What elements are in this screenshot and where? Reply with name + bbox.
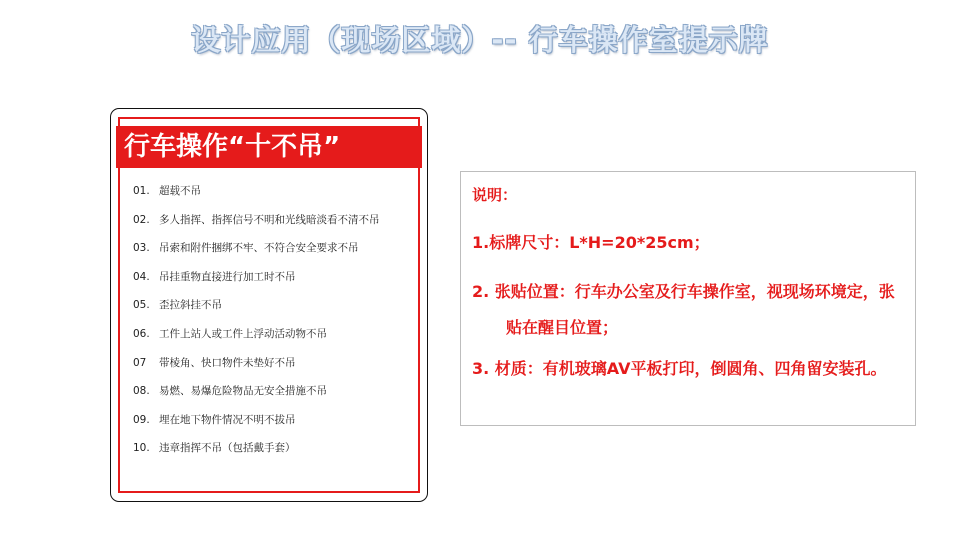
rule-item (133, 299, 380, 311)
rule-text: 埋在地下物件情况不明不拔吊 (159, 413, 296, 426)
rule-number: 08. (133, 385, 150, 398)
rule-number: 01. (133, 185, 150, 197)
rule-text: 吊索和附件捆绑不牢、不符合安全要求不吊 (159, 242, 359, 255)
rule-text: 超载不吊 (159, 185, 201, 197)
description-heading: 说明： (472, 186, 518, 204)
rule-number: 07 (133, 356, 147, 369)
rule-text: 易燃、易爆危险物品无安全措施不吊 (159, 385, 327, 398)
description-item-material: 3. 材质：有机玻璃AV平板打印，倒圆角、四角留安装孔。 (472, 359, 887, 378)
rule-text: 违章指挥不吊（包括戴手套） (159, 442, 296, 455)
rule-number: 03. (133, 242, 150, 255)
slide-title: 设计应用（现场区域）-- 行车操作室提示牌 (191, 23, 769, 57)
rule-text: 带棱角、快口物件未垫好不吊 (159, 356, 296, 369)
rule-item (133, 242, 380, 254)
rule-text: 工件上站人或工件上浮动活动物不吊 (159, 327, 327, 340)
description-box (460, 171, 916, 426)
rules-list (133, 185, 380, 471)
rule-number: 10. (133, 442, 150, 455)
rule-text: 歪拉斜挂不吊 (159, 299, 222, 312)
rule-number: 04. (133, 270, 150, 283)
rule-item (133, 328, 380, 340)
rule-text: 吊挂重物直接进行加工时不吊 (159, 270, 296, 283)
rule-item (133, 385, 380, 397)
safety-sign (110, 108, 428, 502)
rule-number: 06. (133, 327, 150, 340)
rule-number: 05. (133, 299, 150, 312)
rule-text: 多人指挥、指挥信号不明和光线暗淡看不清不吊 (159, 213, 380, 226)
rule-item (133, 414, 380, 426)
description-item-location: 2. 张贴位置：行车办公室及行车操作室，视现场环境定，张贴在醒目位置； (472, 282, 895, 337)
rule-item (133, 214, 380, 226)
description-item-size: 1.标牌尺寸：L*H=20*25cm； (472, 233, 710, 252)
rule-item (133, 442, 380, 454)
rule-number: 09. (133, 413, 150, 426)
rule-item (133, 185, 380, 197)
rule-item (133, 271, 380, 283)
sign-header: 行车操作“十不吊” (116, 126, 422, 168)
rule-item (133, 357, 380, 369)
rule-number: 02. (133, 213, 150, 226)
